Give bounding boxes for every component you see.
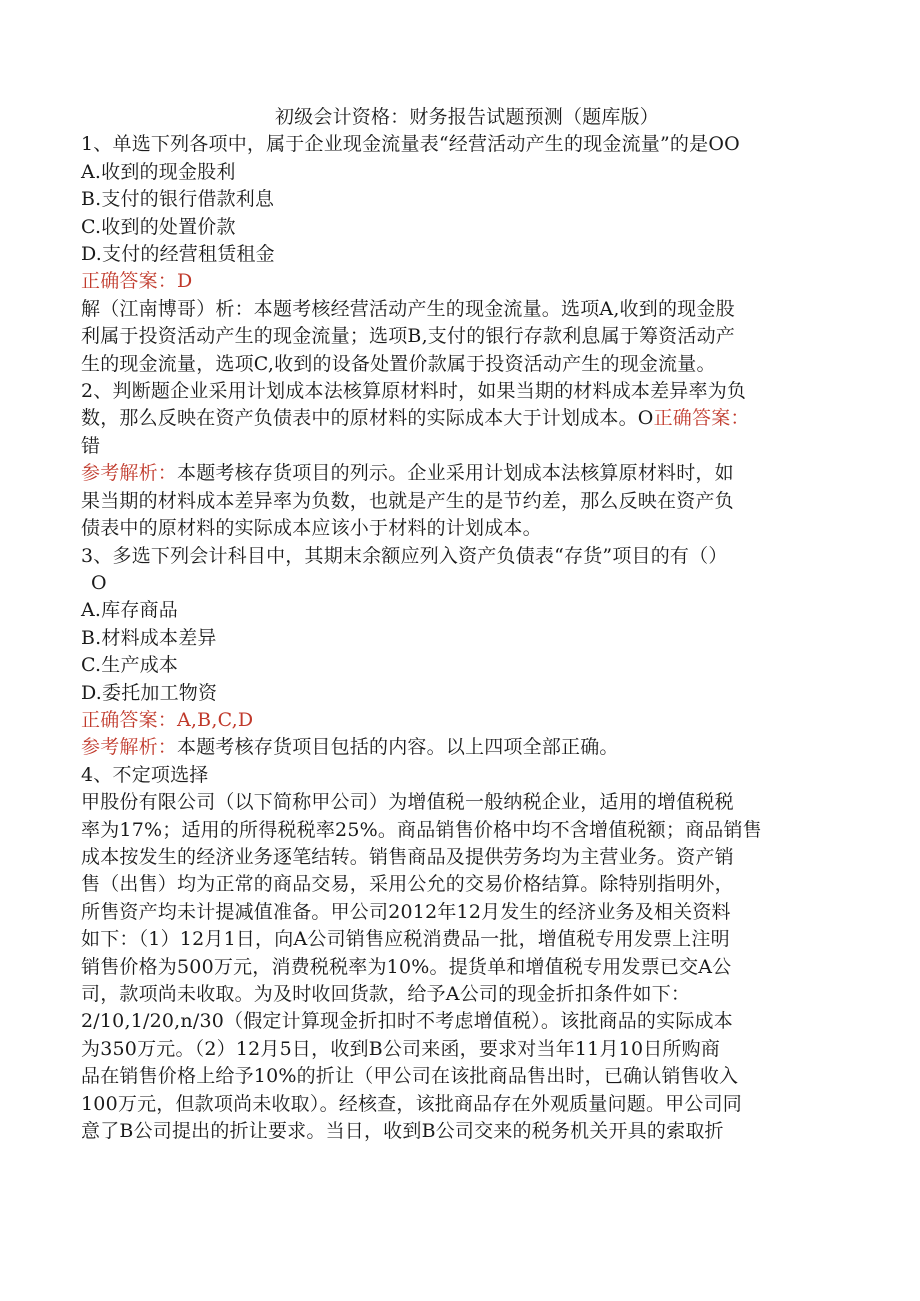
- q2-question-line: 2、判断题企业采用计划成本法核算原材料时，如果当期的材料成本差异率为负: [81, 380, 747, 403]
- q2-question-text: 数，那么反映在资产负债表中的原材料的实际成本大于计划成本。O: [81, 407, 654, 430]
- q4-body-line: 甲股份有限公司（以下简称甲公司）为增值税一般纳税企业，适用的增值税税: [81, 791, 734, 814]
- document-page: [81, 104, 841, 1145]
- q4-body-line: 司，款项尚未收取。为及时收回货款，给予A公司的现金折扣条件如下：: [81, 983, 691, 1005]
- q4-body-line: 销售价格为500万元，消费税税率为10%。提货单和增值税专用发票已交A公: [81, 955, 732, 978]
- q2-analysis-line: [81, 460, 841, 487]
- q4-body-line: 率为17%；适用的所得税税率25%。商品销售价格中均不含增值税额；商品销售: [81, 818, 762, 841]
- q1-analysis-line: 利属于投资活动产生的现金流量；选项B,支付的银行存款利息属于筹资活动产: [81, 325, 736, 348]
- q3-analysis-line: [81, 734, 841, 761]
- q3-answer: 正确答案：A,B,C,D: [81, 708, 254, 731]
- q4-body-line: 售（出售）均为正常的商品交易，采用公允的交易价格结算。除特别指明外，: [81, 873, 734, 896]
- q4-body-line: 所售资产均未计提减值准备。甲公司2012年12月发生的经济业务及相关资料: [81, 900, 731, 923]
- q4-body-line: 2/10,1/20,n/30（假定计算现金折扣时不考虑增值税）。该批商品的实际成本: [81, 1010, 733, 1033]
- q2-answer-label: 正确答案：: [653, 407, 750, 430]
- q1-question: 1、单选下列各项中，属于企业现金流量表“经营活动产生的现金流量”的是OO: [81, 133, 740, 156]
- q3-analysis-text: 本题考核存货项目包括的内容。以上四项全部正确。: [177, 736, 619, 759]
- q3-option-d: D.委托加工物资: [81, 681, 218, 704]
- q2-question-line: [81, 405, 841, 432]
- q4-question: 4、不定项选择: [81, 763, 209, 786]
- q3-analysis-label: 参考解析：: [81, 736, 178, 759]
- q1-option-c: C.收到的处置价款: [81, 215, 236, 238]
- q2-analysis-line: 果当期的材料成本差异率为负数，也就是产生的是节约差，那么反映在资产负: [81, 489, 734, 512]
- q3-option-c: C.生产成本: [81, 654, 179, 677]
- q3-option-a: A.库存商品: [81, 599, 178, 622]
- q2-analysis-label: 参考解析：: [81, 462, 178, 485]
- q1-option-d: D.支付的经营租赁租金: [81, 243, 275, 266]
- q1-analysis-line: 生的现金流量，选项C,收到的设备处置价款属于投资活动产生的现金流量。: [81, 352, 716, 375]
- q1-option-a: A.收到的现金股利: [81, 160, 236, 183]
- q1-answer: 正确答案：D: [81, 270, 193, 293]
- q4-body-line: 如下：（1）12月1日，向A公司销售应税消费品一批，增值税专用发票上注明: [81, 928, 730, 951]
- q4-body-line: 品在销售价格上给予10%的折让（甲公司在该批商品售出时，已确认销售收入: [81, 1065, 739, 1088]
- q2-analysis-line: 债表中的原材料的实际成本应该小于材料的计划成本。: [81, 517, 542, 540]
- page-title: 初级会计资格：财务报告试题预测（题库版）: [274, 106, 659, 128]
- q1-option-b: B.支付的银行借款利息: [81, 188, 275, 211]
- q4-body-line: 成本按发生的经济业务逐笔结转。销售商品及提供劳务均为主营业务。资产销: [81, 845, 734, 868]
- q1-analysis-line: 解（江南博哥）析：本题考核经营活动产生的现金流量。选项A,收到的现金股: [81, 297, 735, 320]
- q2-answer-value: 错: [81, 434, 101, 457]
- q3-question-line: 3、多选下列会计科目中，其期末余额应列入资产负债表“存货”项目的有（）: [81, 544, 728, 567]
- q2-analysis-text: 本题考核存货项目的列示。企业采用计划成本法核算原材料时，如: [177, 462, 734, 485]
- q3-question-line: O: [91, 571, 107, 594]
- q4-body-line: 100万元，但款项尚未收取）。经核查，该批商品存在外观质量问题。甲公司同: [81, 1092, 742, 1115]
- q4-body-line: 为350万元。（2）12月5日，收到B公司来函，要求对当年11月10日所购商: [81, 1037, 721, 1060]
- q3-option-b: B.材料成本差异: [81, 626, 217, 649]
- q4-body-line: 意了B公司提出的折让要求。当日，收到B公司交来的税务机关开具的索取折: [81, 1120, 724, 1143]
